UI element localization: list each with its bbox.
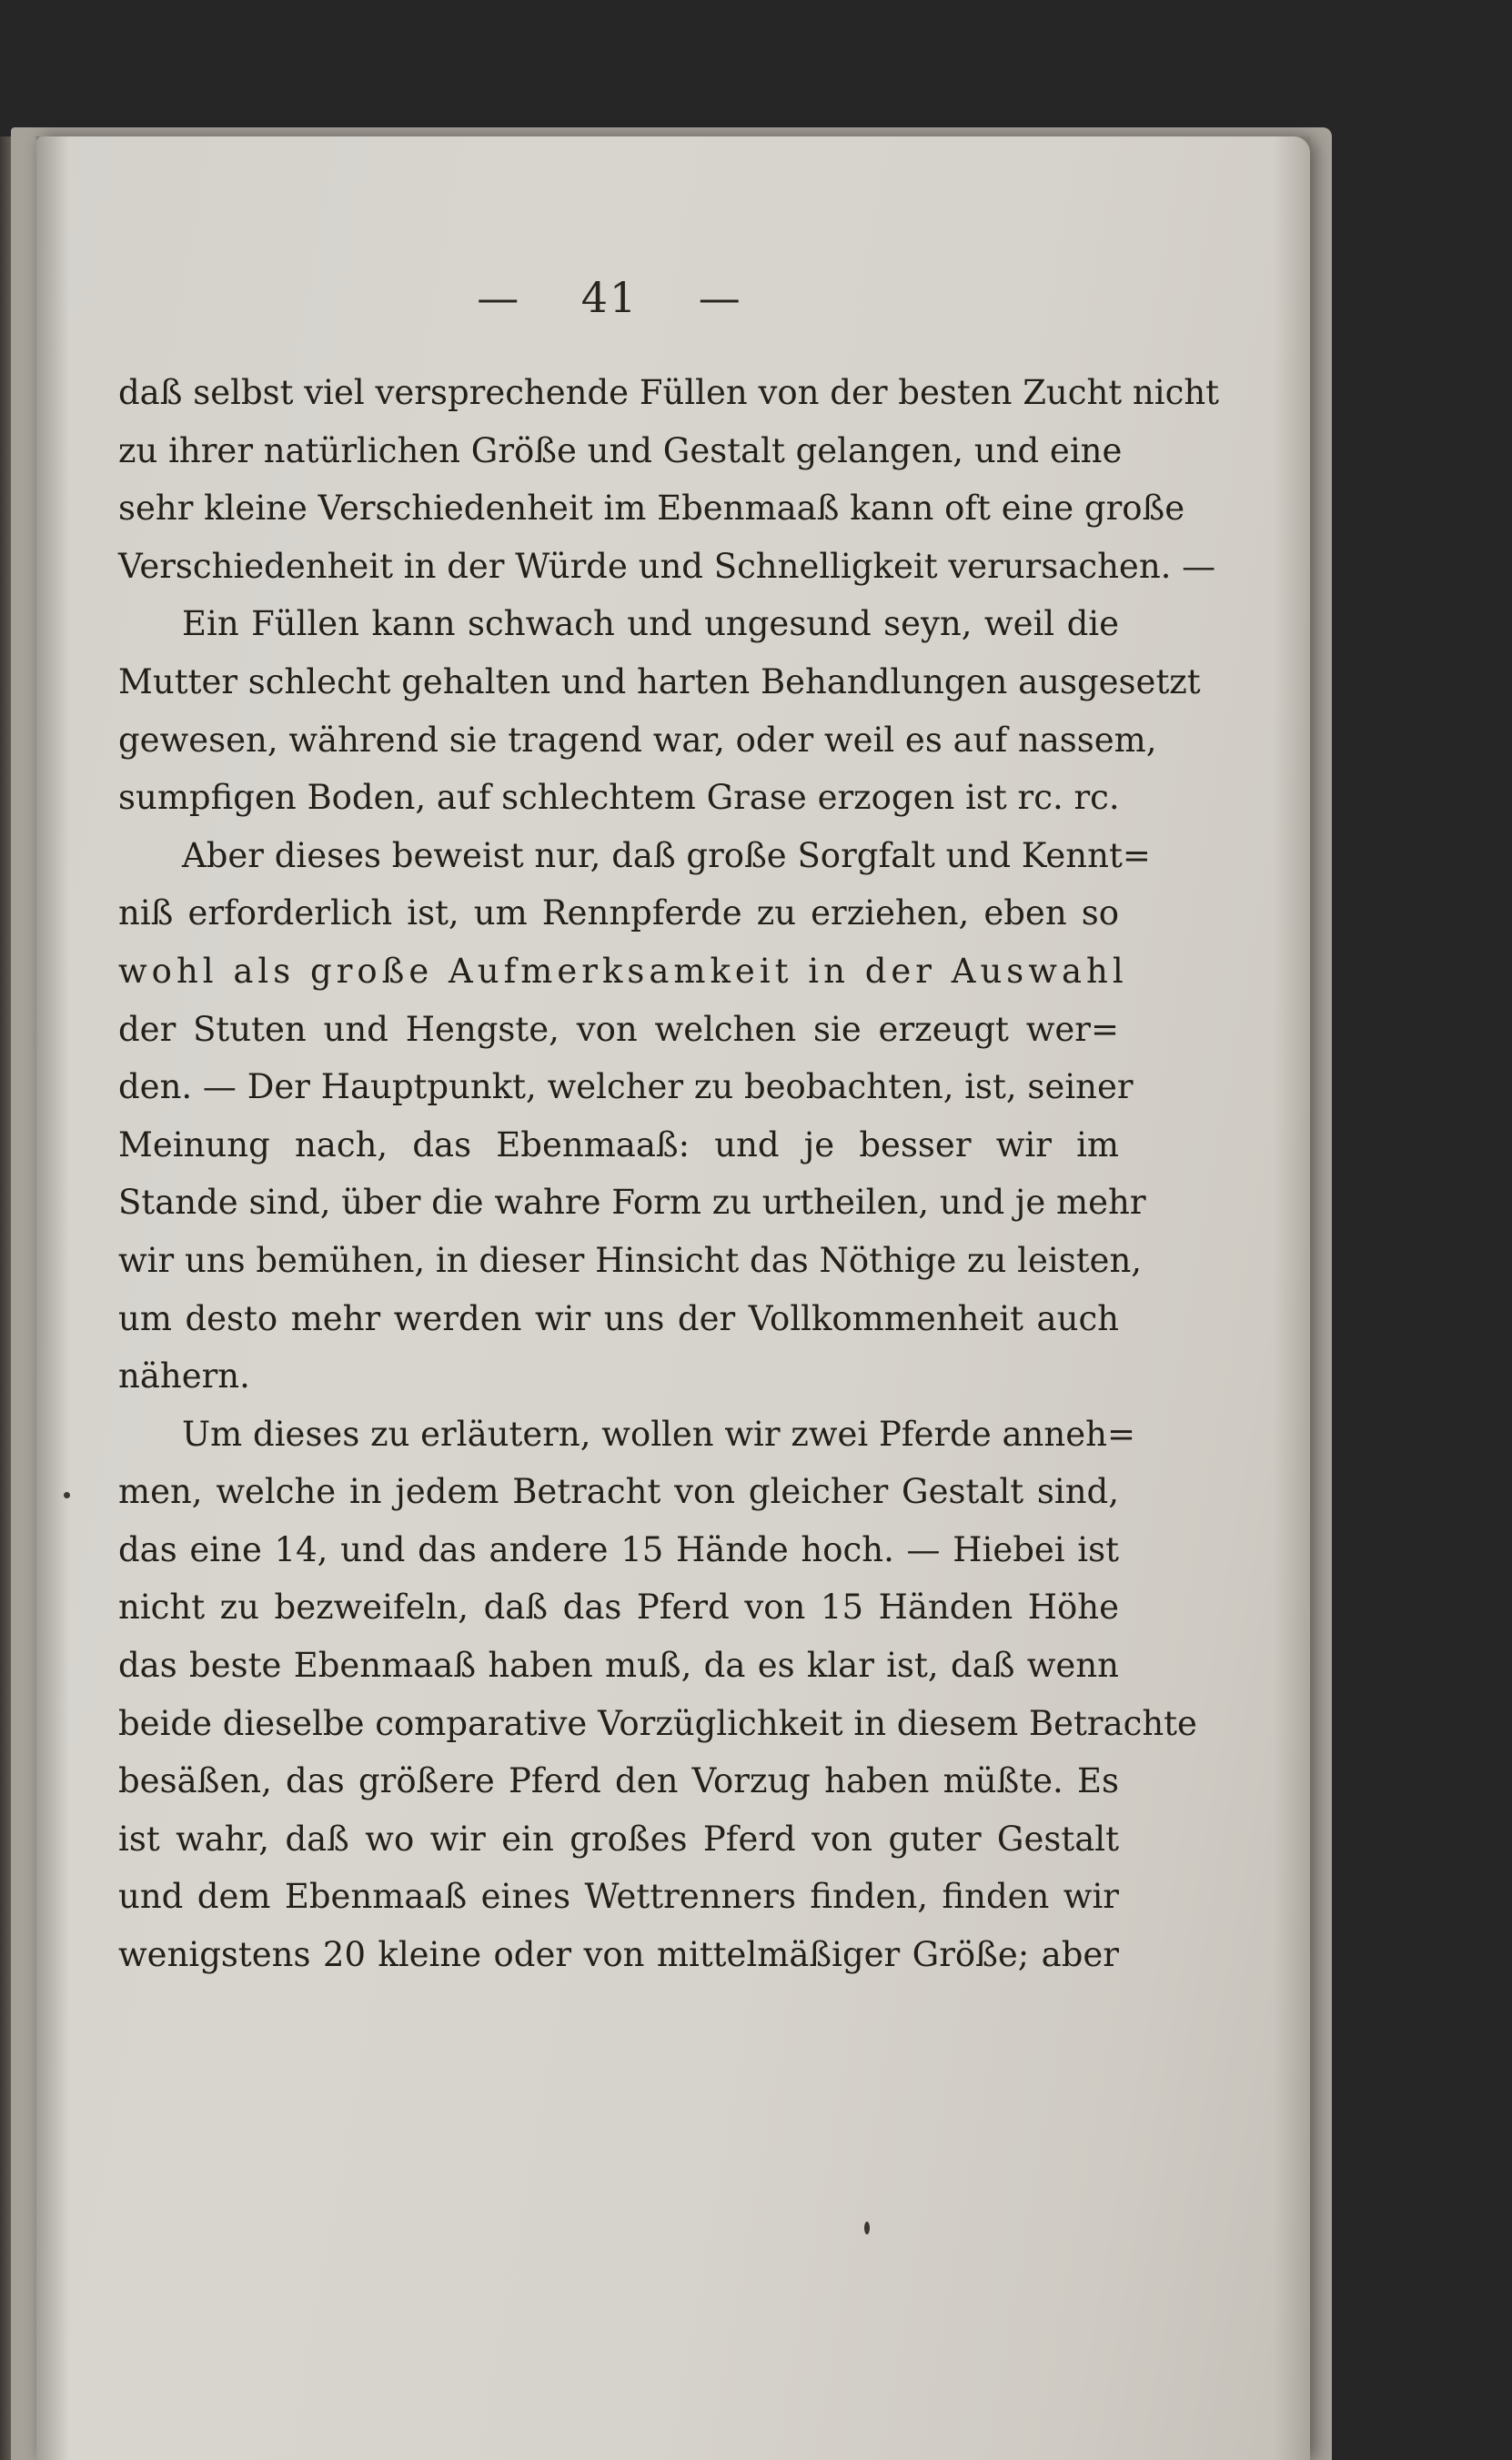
text-line: Um dieses zu erläutern, wollen wir zwei Pferde anneh= <box>182 1414 1135 1454</box>
paper-speck <box>864 2222 870 2234</box>
text-line: Ein Füllen kann schwach und ungesund seyn, weil die <box>182 604 1119 644</box>
header-dash-right: — <box>698 273 742 322</box>
text-line: besäßen, das größere Pferd den Vorzug haben müßte. Es <box>118 1761 1119 1801</box>
text-line: sumpfigen Boden, auf schlechtem Grase erzogen ist rc. rc. <box>118 778 1120 818</box>
text-line: daß selbst viel versprechende Füllen von der besten Zucht nicht <box>118 373 1220 412</box>
book-page <box>36 136 1310 2460</box>
text-line: wenigstens 20 kleine oder von mittelmäßiger Größe; aber <box>118 1935 1119 1975</box>
text-line: sehr kleine Verschiedenheit im Ebenmaaß kann oft eine große <box>118 489 1185 529</box>
text-line: Mutter schlecht gehalten und harten Behandlungen ausgesetzt <box>118 661 1201 701</box>
body-text <box>118 364 1220 1984</box>
header-dash-left: — <box>477 273 521 322</box>
text-line: und dem Ebenmaaß eines Wettrenners finden, finden wir <box>118 1877 1119 1917</box>
text-line: Aber dieses beweist nur, daß große Sorgfalt und Kennt= <box>182 835 1151 875</box>
text-line: das beste Ebenmaaß haben muß, da es klar ist, daß wenn <box>118 1646 1119 1686</box>
text-line: der Stuten und Hengste, von welchen sie erzeugt wer= <box>118 1009 1119 1049</box>
text-line: das eine 14, und das andere 15 Hände hoch. — Hiebei ist <box>118 1529 1119 1569</box>
text-line: nicht zu bezweifeln, daß das Pferd von 15 Händen Höhe <box>118 1588 1119 1628</box>
text-line: zu ihrer natürlichen Größe und Gestalt gelangen, und eine <box>118 430 1123 470</box>
text-line: beide dieselbe comparative Vorzüglichkeit in diesem Betrachte <box>118 1703 1197 1743</box>
text-line: niß erforderlich ist, um Rennpferde zu erziehen, eben so <box>118 893 1119 933</box>
page-number: 41 <box>580 273 639 322</box>
text-line: Stande sind, über die wahre Form zu urtheilen, und je mehr <box>118 1183 1146 1223</box>
text-line: wohl als große Aufmerksamkeit in der Auswahl <box>118 951 1128 991</box>
text-line: gewesen, während sie tragend war, oder weil es auf nassem, <box>118 720 1157 760</box>
text-line: Verschiedenheit in der Würde und Schnelligkeit verursachen. — <box>118 546 1216 586</box>
text-line: nähern. <box>118 1356 250 1396</box>
text-line: men, welche in jedem Betracht von gleicher Gestalt sind, <box>118 1472 1119 1512</box>
text-line: den. — Der Hauptpunkt, welcher zu beobachten, ist, seiner <box>118 1067 1134 1107</box>
paper-speck <box>64 1492 70 1498</box>
text-line: Meinung nach, das Ebenmaaß: und je besser wir im <box>118 1124 1119 1164</box>
text-line: um desto mehr werden wir uns der Vollkommenheit auch <box>118 1298 1119 1338</box>
text-line: wir uns bemühen, in dieser Hinsicht das Nöthige zu leisten, <box>118 1240 1143 1280</box>
page-header <box>36 273 1183 322</box>
text-line: ist wahr, daß wo wir ein großes Pferd von guter Gestalt <box>118 1819 1119 1859</box>
